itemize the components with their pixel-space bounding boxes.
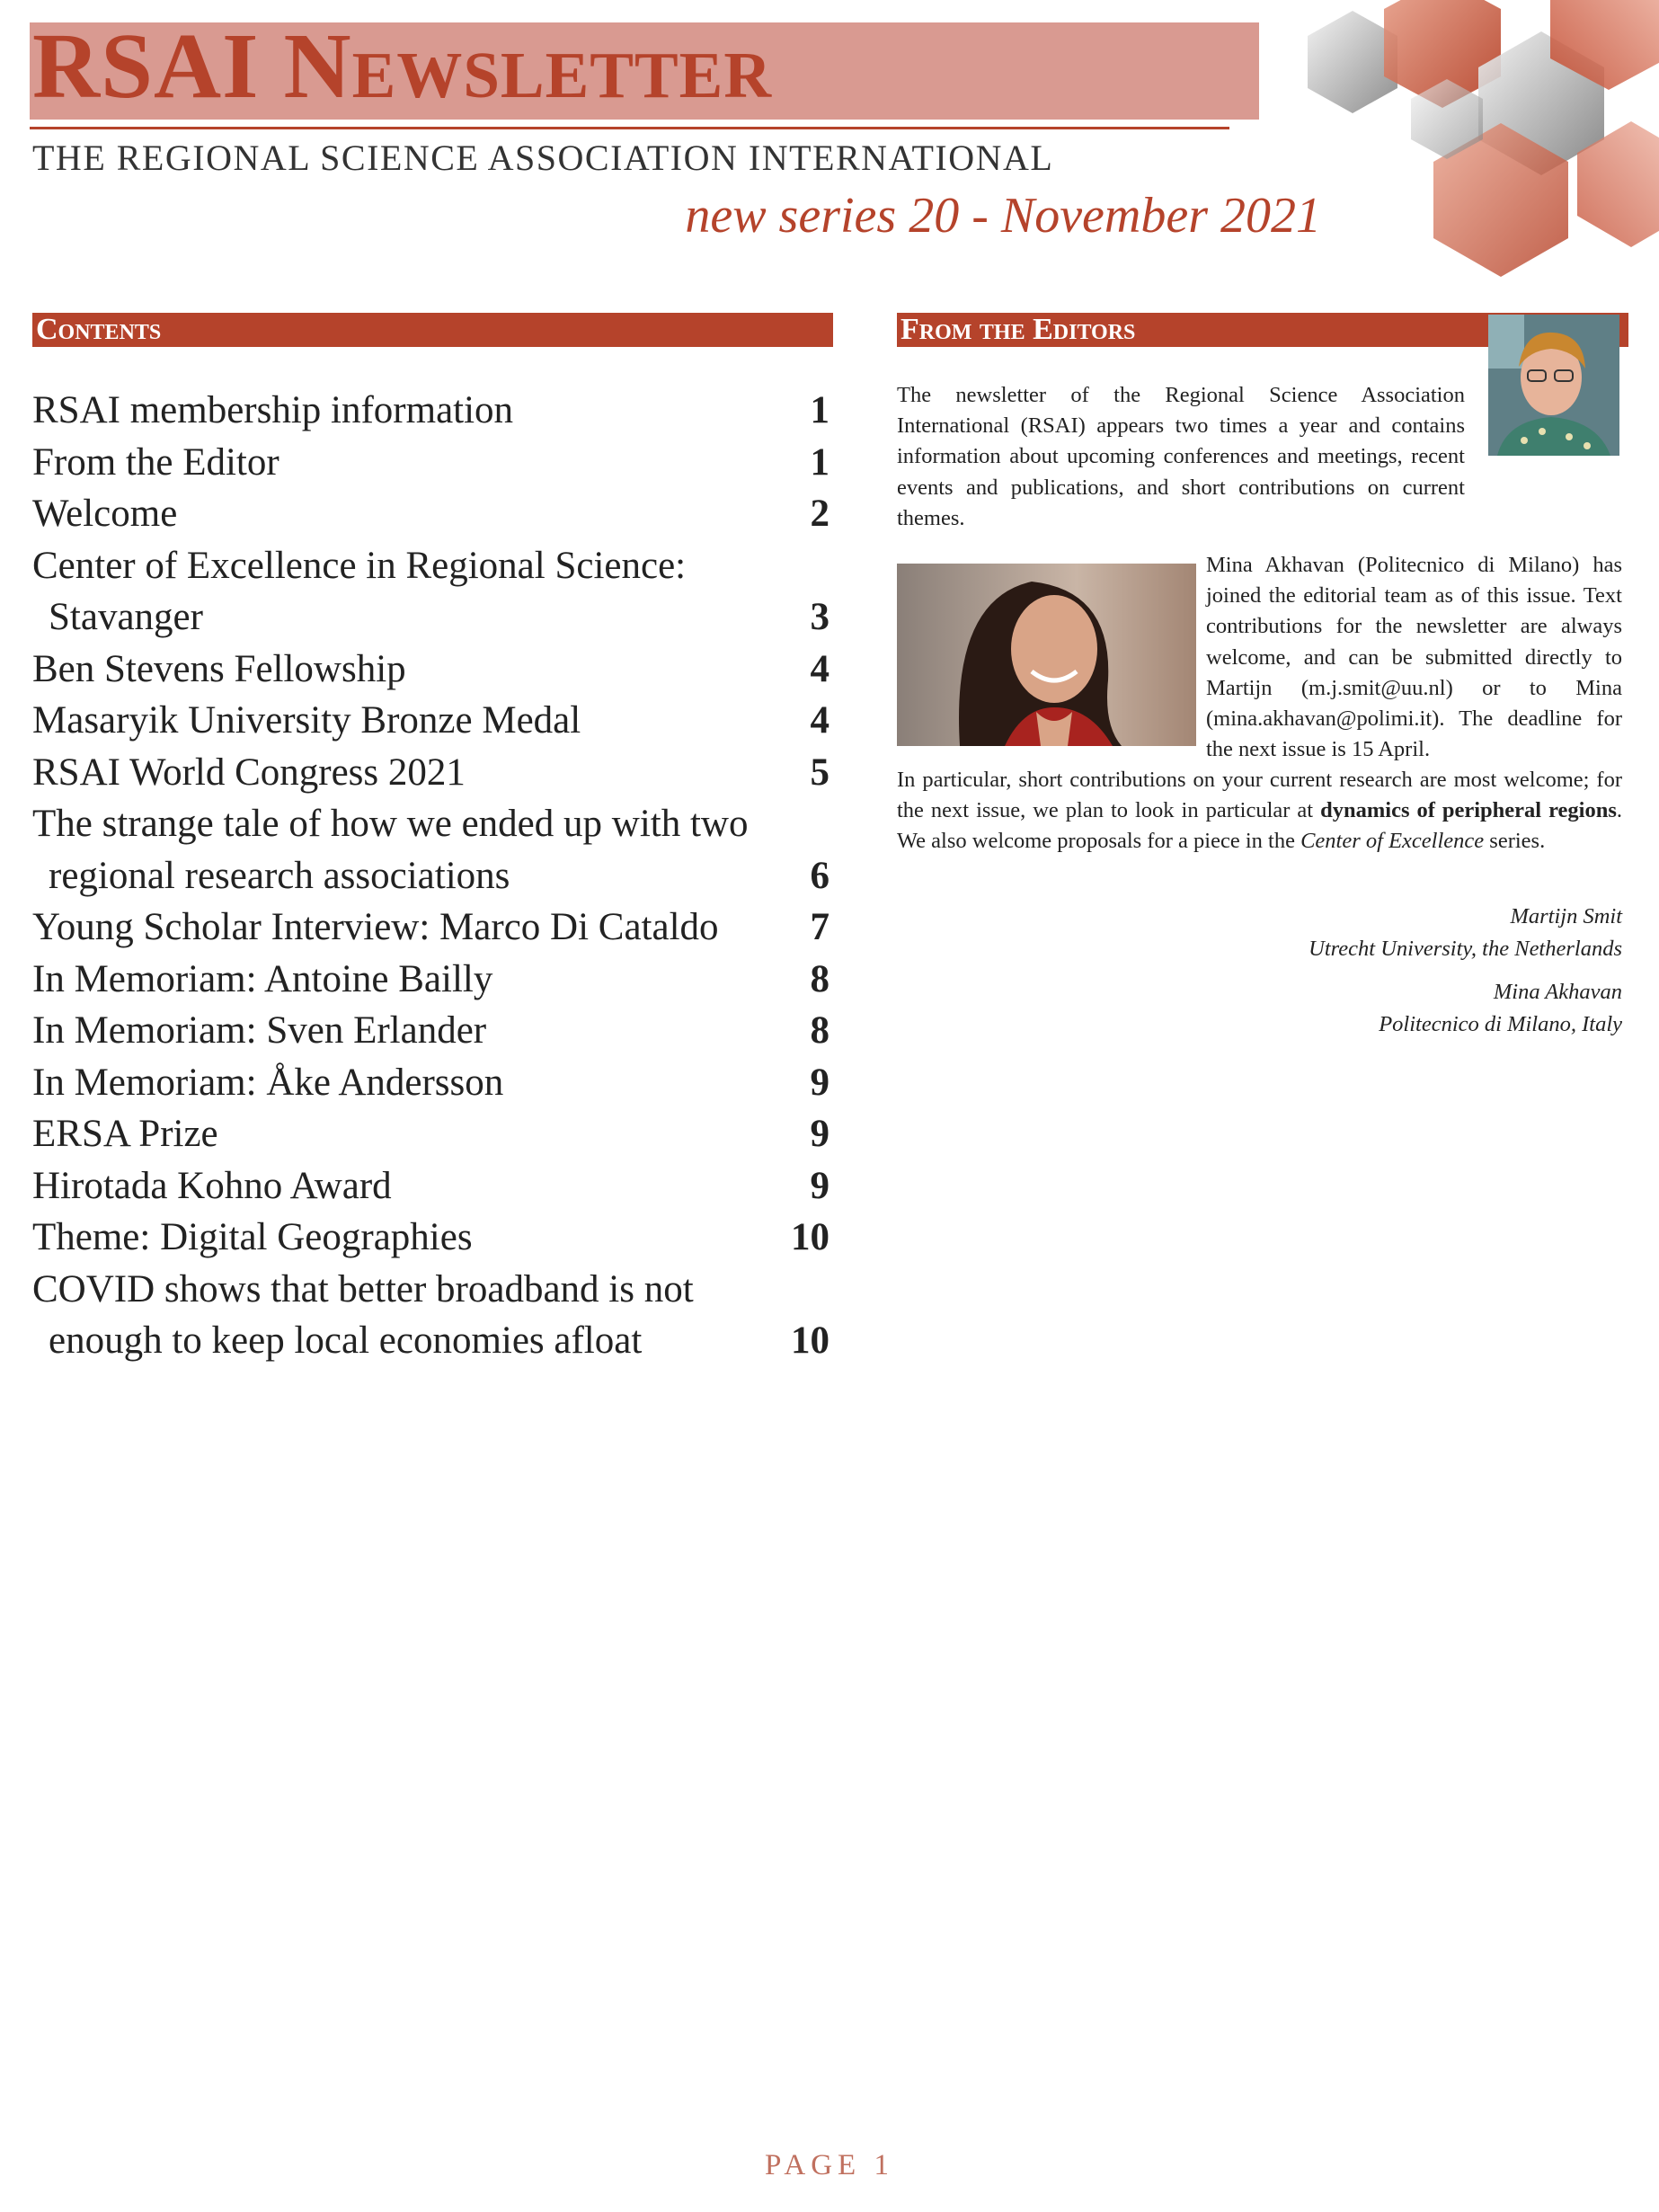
- issue-label: new series 20 - November 2021: [685, 188, 1321, 244]
- page-number: PAGE 1: [765, 2149, 894, 2181]
- toc-entry-title: [32, 1264, 694, 1367]
- toc-entry-title: [32, 385, 513, 437]
- toc-entry-title: [32, 954, 492, 1006]
- toc-entry-title: [32, 644, 406, 696]
- toc-entry-page: 9: [810, 1164, 830, 1207]
- toc-entry-title: [32, 747, 466, 799]
- toc-entry-page: 8: [810, 957, 830, 1000]
- toc-entry-title: [32, 798, 748, 902]
- toc-entry[interactable]: [32, 747, 830, 799]
- editors-paragraph-1: The newsletter of the Regional Science Association International (RSAI) appears two times a year and contains information about upcoming conferences and meetings, recent events and publications, and short contributions on current themes.: [897, 383, 1465, 530]
- toc-entry-title: [32, 1108, 218, 1160]
- toc-entry-title: [32, 1005, 486, 1057]
- toc-entry[interactable]: [32, 488, 830, 540]
- toc-entry-title-line: In Memoriam: Sven Erlander: [32, 1009, 487, 1052]
- toc-entry-title: [32, 437, 279, 489]
- toc-entry-title-line: In Memoriam: Åke Andersson: [32, 1061, 504, 1104]
- toc-entry[interactable]: [32, 695, 830, 747]
- toc-entry-page: 1: [810, 440, 830, 484]
- paragraph-text: In particular, short contributions on your current research are most welcome; for the next issue, we plan to look in particular at: [897, 768, 1622, 823]
- hexagon-decoration: [1254, 0, 1659, 324]
- toc-entry-title-line: In Memoriam: Antoine Bailly: [32, 957, 493, 1000]
- signature-name: Martijn Smit: [1510, 904, 1622, 928]
- editors-paragraph-2: Mina Akhavan (Politecnico di Milano) has joined the editorial team as of this issue. Text contributions for the newsletter are always welcome, and can be submitted directly to Martijn (m.j.smit@uu.nl) or to Mina (mina.akhavan@polimi.it). The deadline for the next issue is 15 April.: [1206, 553, 1622, 762]
- toc-entry-page: 7: [810, 906, 830, 948]
- toc-entry-title-line: ERSA Prize: [32, 1113, 218, 1155]
- toc-entry[interactable]: [32, 798, 830, 902]
- toc-entry-title-line: From the Editor: [32, 440, 279, 484]
- toc-entry-page: 6: [810, 854, 830, 897]
- toc-entry-page: 1: [810, 389, 830, 431]
- toc-entry[interactable]: [32, 1057, 830, 1109]
- editors-paragraph-3: [897, 765, 1622, 857]
- toc-entry-title: [32, 540, 686, 644]
- toc-entry-page: 4: [810, 699, 830, 742]
- toc-entry[interactable]: [32, 644, 830, 696]
- toc-entry-title-continuation: Stavanger: [49, 596, 203, 638]
- toc-entry[interactable]: [32, 385, 830, 437]
- toc-entry[interactable]: [32, 1264, 830, 1367]
- association-subtitle: THE REGIONAL SCIENCE ASSOCIATION INTERNATIONAL: [32, 138, 1054, 178]
- toc-entry-title-line: Ben Stevens Fellowship: [32, 647, 406, 690]
- paragraph-text: . We also welcome proposals for a piece in the: [897, 798, 1623, 854]
- paragraph-text: series.: [1484, 829, 1546, 854]
- toc-entry-title-line: Hirotada Kohno Award: [32, 1164, 392, 1207]
- toc-entry-title-line: RSAI membership information: [32, 389, 514, 431]
- emphasis-topic: dynamics of peripheral regions: [1320, 798, 1617, 823]
- toc-entry-title-line: Theme: Digital Geographies: [32, 1216, 473, 1258]
- signature-affiliation: Utrecht University, the Netherlands: [1309, 937, 1622, 961]
- toc-entry-page: 2: [810, 493, 830, 535]
- toc-entry-title: [32, 902, 719, 954]
- signature-name: Mina Akhavan: [1493, 980, 1622, 1004]
- editor-photo-smit: [1488, 315, 1619, 456]
- toc-entry[interactable]: [32, 1212, 830, 1264]
- toc-entry-page: 4: [810, 647, 830, 690]
- toc-entry-page: 5: [810, 751, 830, 794]
- toc-entry-title-line: Welcome: [32, 493, 178, 535]
- toc-entry-title: [32, 488, 177, 540]
- masthead-rule: [30, 127, 1229, 129]
- toc-entry-title-continuation: enough to keep local economies afloat: [49, 1319, 643, 1362]
- toc-entry[interactable]: [32, 902, 830, 954]
- editor-photo-akhavan: [897, 564, 1196, 746]
- toc-entry-page: 9: [810, 1113, 830, 1155]
- toc-entry[interactable]: [32, 437, 830, 489]
- series-name: Center of Excellence: [1300, 829, 1485, 854]
- toc-entry[interactable]: [32, 1160, 830, 1213]
- signature-affiliation: Politecnico di Milano, Italy: [1379, 1012, 1622, 1036]
- signature-smit: [1168, 901, 1622, 965]
- editors-heading: From the Editors: [897, 313, 1628, 347]
- toc-entry[interactable]: [32, 1108, 830, 1160]
- toc-entry[interactable]: [32, 540, 830, 644]
- table-of-contents: [32, 385, 830, 1367]
- toc-entry[interactable]: [32, 1005, 830, 1057]
- newsletter-title: RSAI Newsletter: [32, 14, 773, 118]
- toc-entry-title: [32, 1160, 392, 1213]
- toc-entry-page: 10: [791, 1216, 830, 1258]
- toc-entry-title-line: Center of Excellence in Regional Science:: [32, 544, 687, 587]
- toc-entry-title-line: Masaryik University Bronze Medal: [32, 699, 581, 742]
- toc-entry-title-continuation: regional research associations: [49, 854, 510, 897]
- toc-entry-page: 3: [810, 596, 830, 638]
- toc-entry-page: 8: [810, 1009, 830, 1052]
- signature-akhavan: [1168, 976, 1622, 1041]
- toc-entry-page: 10: [791, 1319, 830, 1362]
- toc-entry-page: 9: [810, 1061, 830, 1104]
- toc-entry[interactable]: [32, 954, 830, 1006]
- toc-entry-title-line: Young Scholar Interview: Marco Di Cataldo: [32, 906, 719, 948]
- toc-entry-title: [32, 1212, 473, 1264]
- contents-heading: Contents: [32, 313, 833, 347]
- toc-entry-title-line: RSAI World Congress 2021: [32, 751, 466, 794]
- toc-entry-title: [32, 695, 581, 747]
- toc-entry-title: [32, 1057, 503, 1109]
- toc-entry-title-line: The strange tale of how we ended up with two: [32, 803, 749, 845]
- toc-entry-title-line: COVID shows that better broadband is not: [32, 1267, 694, 1310]
